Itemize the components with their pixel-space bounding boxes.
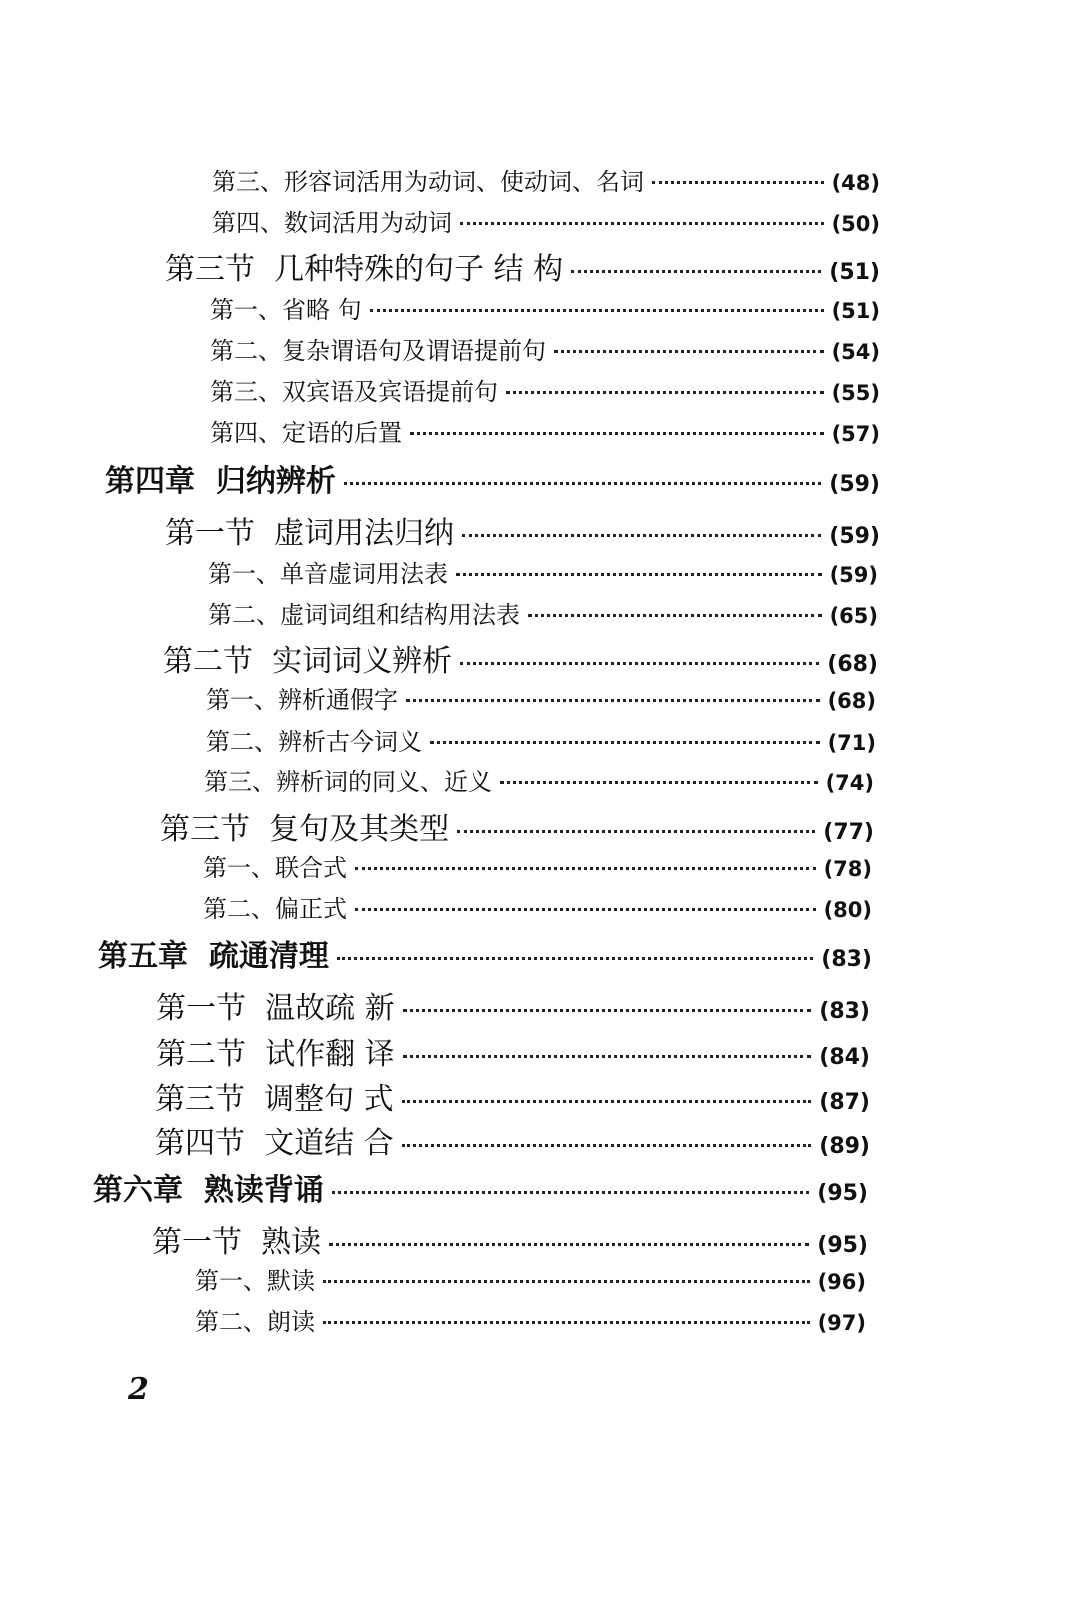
toc-entry (152, 1217, 868, 1261)
dot-leader (402, 1144, 812, 1147)
dot-leader (355, 908, 816, 911)
toc-entry-page: (83) (821, 947, 872, 972)
toc-entry-title: 第二、朗读 (195, 1308, 315, 1336)
dot-leader (323, 1280, 810, 1283)
toc-entry-page: (48) (831, 171, 880, 195)
toc-entry (195, 1261, 866, 1296)
toc-entry-title: 第三节 几种特殊的句子 结 构 (165, 252, 564, 287)
toc-entry-title: 第一、辨析通假字 (206, 686, 398, 714)
toc-entry-page: (78) (823, 857, 872, 881)
toc-entry (165, 244, 880, 288)
toc-entry (195, 1302, 866, 1337)
toc-entry-page: (57) (831, 422, 880, 446)
dot-leader (337, 957, 813, 960)
toc-entry-page: (87) (819, 1090, 870, 1115)
toc-entry-page: (51) (831, 299, 880, 323)
toc-entry-page: (71) (827, 731, 876, 755)
toc-entry-title: 第三、形容词活用为动词、使动词、名词 (212, 168, 644, 196)
toc-entry-page: (68) (827, 652, 878, 677)
toc-entry-title: 第三、双宾语及宾语提前句 (210, 378, 498, 406)
dot-leader (456, 573, 822, 576)
toc-entry-title: 第一节 虚词用法归纳 (165, 516, 455, 551)
toc-entry-title: 第一、单音虚词用法表 (208, 560, 448, 588)
toc-entry-page: (59) (829, 524, 880, 549)
dot-leader (571, 270, 821, 273)
dot-leader (370, 309, 824, 312)
dot-leader (344, 482, 821, 485)
toc-entry-page: (55) (831, 381, 880, 405)
dot-leader (406, 699, 820, 702)
toc-entry (210, 331, 880, 366)
toc-entry (160, 804, 874, 848)
toc-entry-title: 第二、复杂谓语句及谓语提前句 (210, 337, 546, 365)
toc-entry-page: (89) (819, 1134, 870, 1159)
dot-leader (460, 222, 824, 225)
toc-entry-title: 第一、联合式 (203, 854, 347, 882)
toc-entry (165, 508, 880, 552)
toc-entry-page: (68) (827, 689, 876, 713)
toc-entry (203, 848, 872, 883)
toc-chapter (93, 1165, 868, 1209)
toc-entry (155, 1074, 870, 1118)
toc-entry-title: 第五章 疏通清理 (98, 939, 329, 974)
toc-entry (163, 636, 878, 680)
toc-entry-page: (65) (829, 604, 878, 628)
toc-entry-title: 第一、默读 (195, 1267, 315, 1295)
dot-leader (323, 1321, 810, 1324)
toc-entry-title: 第二、虚词词组和结构用法表 (208, 601, 520, 629)
toc-entry-page: (83) (819, 999, 870, 1024)
dot-leader (506, 391, 824, 394)
dot-leader (528, 614, 822, 617)
dot-leader (402, 1100, 812, 1103)
dot-leader (652, 181, 824, 184)
toc-entry-title: 第四章 归纳辨析 (105, 464, 336, 499)
toc-entry-page: (50) (831, 212, 880, 236)
dot-leader (500, 781, 818, 784)
toc-entry (210, 372, 880, 407)
dot-leader (410, 432, 824, 435)
toc-entry-title: 第二、偏正式 (203, 895, 347, 923)
toc-entry (210, 290, 880, 325)
toc-entry-page: (54) (831, 340, 880, 364)
toc-entry (208, 554, 878, 589)
dot-leader (457, 830, 815, 833)
toc-entry-page: (74) (825, 771, 874, 795)
toc-entry-title: 第二、辨析古今词义 (206, 728, 422, 756)
toc-entry (206, 680, 876, 715)
page-number: 2 (128, 1372, 149, 1407)
dot-leader (554, 350, 824, 353)
dot-leader (355, 867, 816, 870)
toc-entry-title: 第三、辨析词的同义、近义 (204, 768, 492, 796)
toc-entry (204, 762, 874, 797)
toc-entry-title: 第一节 温故疏 新 (156, 991, 395, 1026)
toc-entry-title: 第一、省略 句 (210, 296, 362, 324)
toc-entry-page: (97) (817, 1311, 866, 1335)
toc-entry-page: (77) (823, 820, 874, 845)
toc-entry-title: 第二节 实词词义辨析 (163, 644, 453, 679)
toc-entry (203, 889, 872, 924)
toc-entry-page: (96) (817, 1270, 866, 1294)
toc-entry-title: 第四、数词活用为动词 (212, 209, 452, 237)
toc-entry (156, 1029, 870, 1073)
toc-entry (208, 595, 878, 630)
dot-leader (462, 534, 821, 537)
dot-leader (403, 1009, 812, 1012)
toc-entry-page: (95) (817, 1181, 868, 1206)
toc-entry-title: 第二节 试作翻 译 (156, 1037, 395, 1072)
toc-entry-title: 第一节 熟读 (152, 1225, 322, 1260)
toc-chapter (105, 456, 880, 500)
toc-entry-page: (51) (829, 260, 880, 285)
toc-entry-page: (80) (823, 898, 872, 922)
toc-entry (212, 203, 880, 238)
toc-entry (156, 983, 870, 1027)
dot-leader (403, 1055, 812, 1058)
dot-leader (460, 662, 819, 665)
dot-leader (430, 741, 820, 744)
toc-entry-page: (84) (819, 1045, 870, 1070)
dot-leader (332, 1191, 809, 1194)
toc-entry-title: 第六章 熟读背诵 (93, 1173, 324, 1208)
toc-entry-title: 第三节 调整句 式 (155, 1082, 394, 1117)
toc-entry (212, 162, 880, 197)
toc-entry-title: 第四节 文道结 合 (155, 1126, 394, 1161)
toc-entry-page: (59) (829, 472, 880, 497)
dot-leader (329, 1243, 809, 1246)
toc-entry-title: 第三节 复句及其类型 (160, 812, 450, 847)
toc-entry (210, 413, 880, 448)
toc-entry-page: (59) (829, 563, 878, 587)
toc-entry (155, 1118, 870, 1162)
toc-entry-page: (95) (817, 1233, 868, 1258)
toc-chapter (98, 931, 872, 975)
toc-entry-title: 第四、定语的后置 (210, 419, 402, 447)
toc-entry (206, 722, 876, 757)
